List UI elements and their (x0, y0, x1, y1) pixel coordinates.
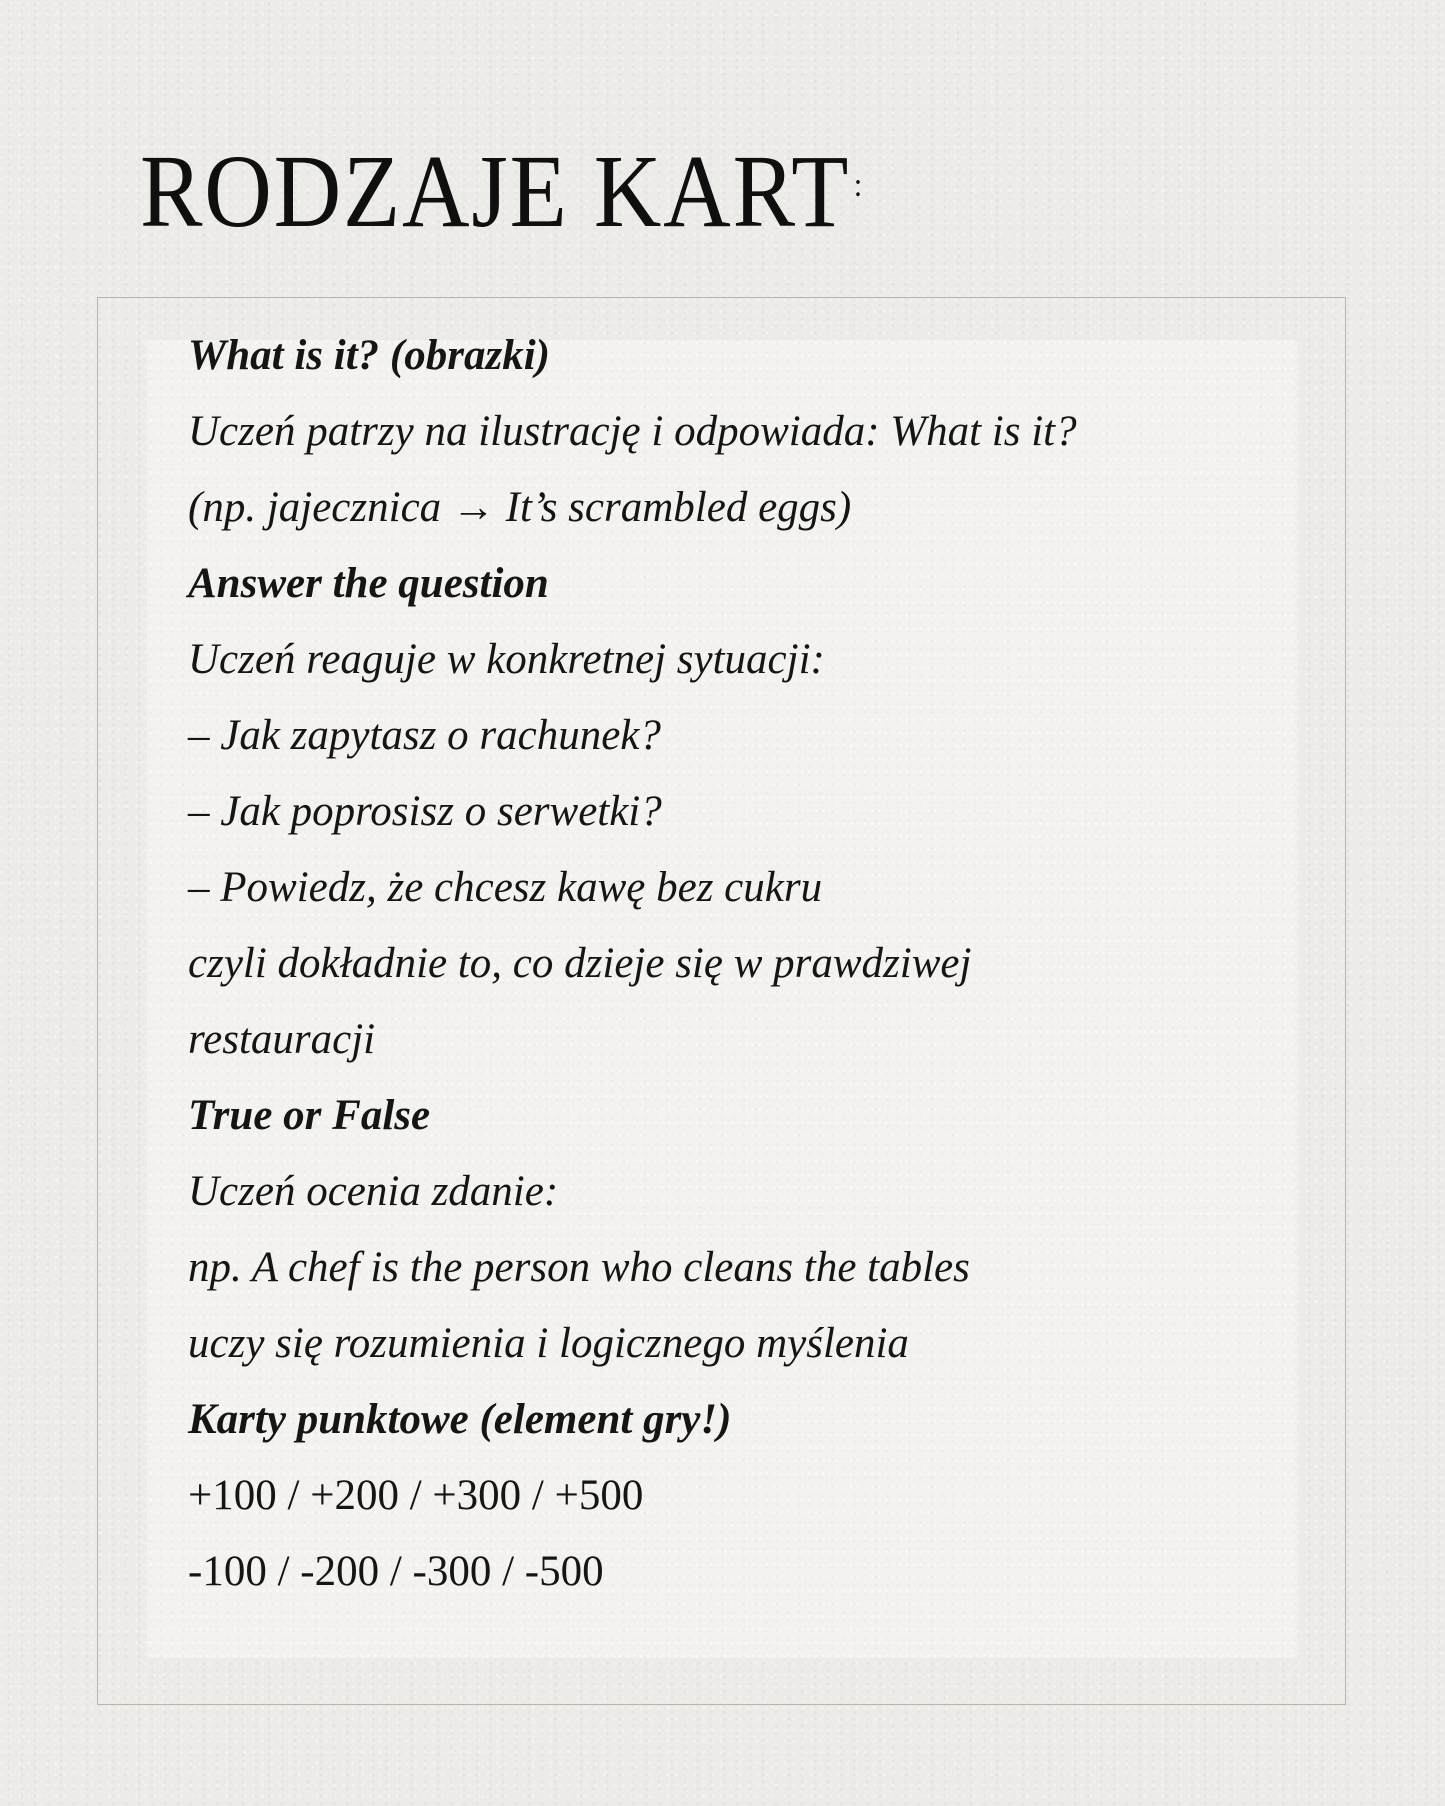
page-title-text: RODZAJE KART (140, 134, 851, 249)
page-title-colon: : (853, 167, 865, 204)
what-is-it-description: Uczeń patrzy na ilustrację i odpowiada: What is it? (188, 408, 1077, 455)
heading-answer-the-question: Answer the question (188, 560, 549, 607)
answer-note-line-1: czyli dokładnie to, co dzieje się w prawdziwej (188, 940, 972, 987)
positive-points: +100 / +200 / +300 / +500 (188, 1472, 644, 1519)
answer-example-bill: – Jak zapytasz o rachunek? (188, 712, 661, 759)
what-is-it-example: (np. jajecznica → It’s scrambled eggs) (188, 484, 852, 531)
answer-description: Uczeń reaguje w konkretnej sytuacji: (188, 636, 825, 683)
true-false-example: np. A chef is the person who cleans the tables (188, 1244, 970, 1291)
heading-what-is-it: What is it? (obrazki) (188, 332, 550, 379)
card-content (188, 318, 1288, 1610)
heading-true-or-false: True or False (188, 1092, 431, 1139)
answer-example-coffee: – Powiedz, że chcesz kawę bez cukru (188, 864, 823, 911)
answer-note-line-2: restauracji (188, 1016, 376, 1063)
negative-points: -100 / -200 / -300 / -500 (188, 1548, 604, 1595)
answer-example-napkins: – Jak poprosisz o serwetki? (188, 788, 662, 835)
true-false-note: uczy się rozumienia i logicznego myślenia (188, 1320, 909, 1367)
true-false-description: Uczeń ocenia zdanie: (188, 1168, 559, 1215)
heading-point-cards: Karty punktowe (element gry!) (188, 1396, 732, 1443)
page-title (140, 134, 865, 249)
